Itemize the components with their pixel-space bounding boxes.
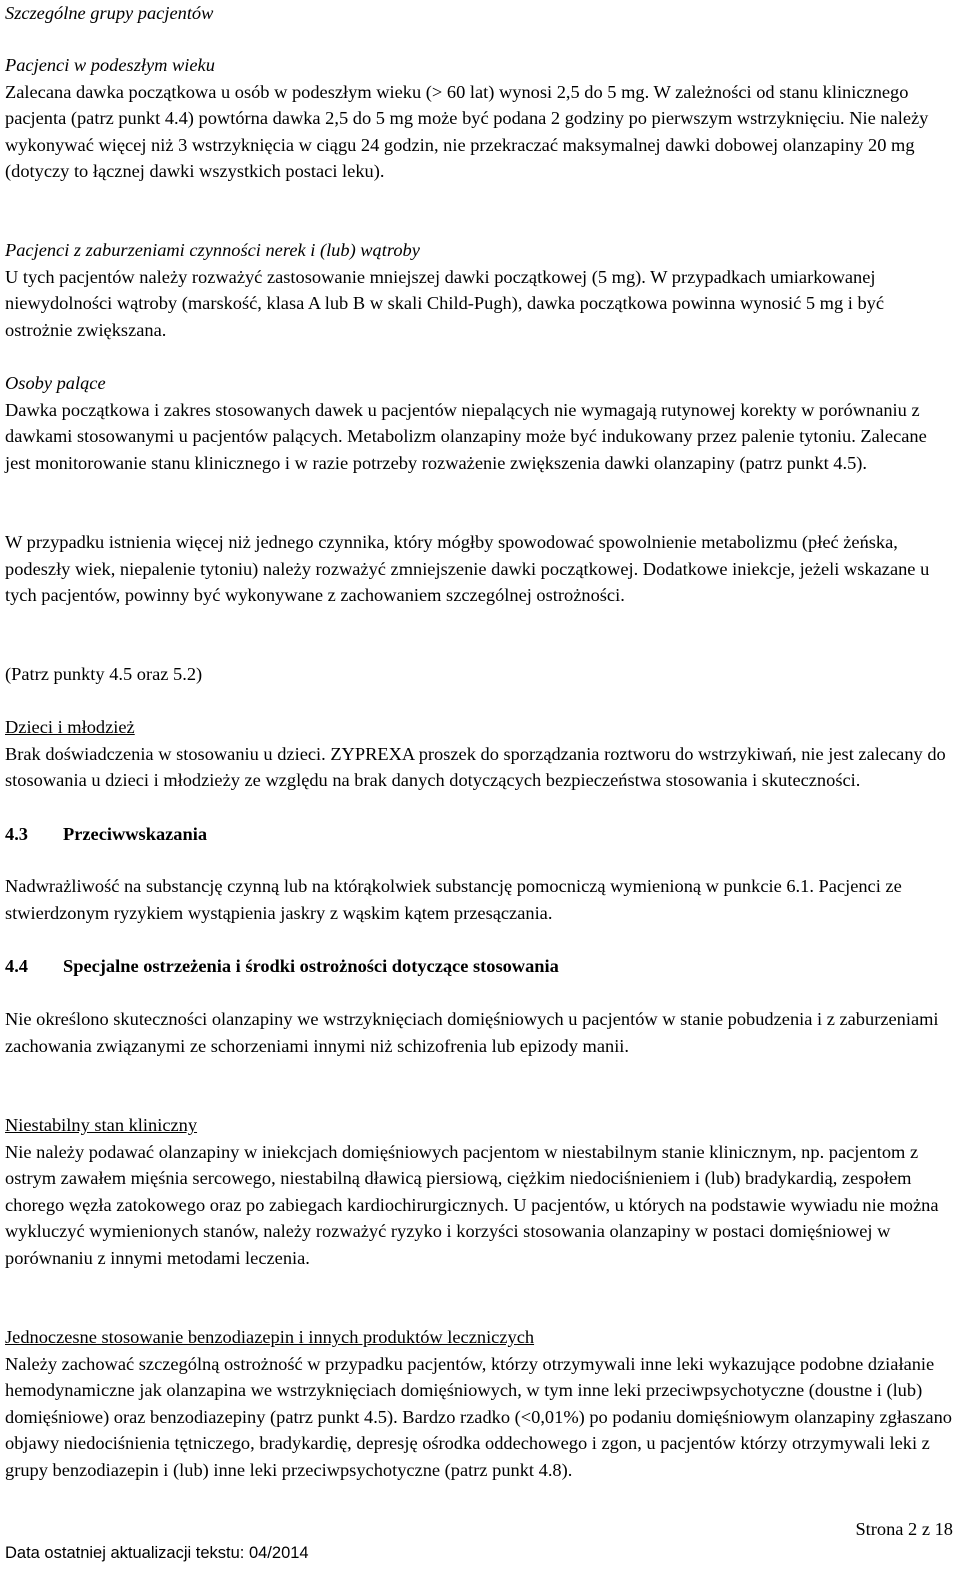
contraindications-number: 4.3	[5, 824, 28, 844]
renal-hepatic-body: U tych pacjentów należy rozważyć zastosowanie mniejszej dawki początkowej (5 mg). W przypadkach umiarkowanej niewydolności wątroby (marskość, klasa A lub B w skali Child-Pugh), dawka początkowa powinna wynosić 5 mg i być ostrożnie zwiększana.	[5, 266, 885, 340]
warnings-body: Nie określono skuteczności olanzapiny we wstrzyknięciach domięśniowych u pacjentów w stanie pobudzenia i z zaburzeniami zachowania związanymi ze schorzeniami innymi niż schizofrenia lub epizody manii.	[5, 1009, 939, 1056]
page-number: Strona 2 z 18	[855, 1519, 953, 1539]
renal-hepatic-heading: Pacjenci z zaburzeniami czynności nerek i (lub) wątroby	[5, 240, 420, 260]
see-points-paragraph: (Patrz punkty 4.5 oraz 5.2)	[5, 664, 203, 684]
warnings-heading	[5, 953, 952, 980]
unstable-section	[5, 1112, 952, 1272]
warnings-title: Specjalne ostrzeżenia i środki ostrożności dotyczące stosowania	[63, 956, 559, 976]
renal-hepatic-section	[5, 237, 952, 343]
smokers-body: Dawka początkowa i zakres stosowanych dawek u pacjentów niepalących nie wymagają rutynowej korekty w porównaniu z dawkami stosowanymi u pacjentów palących. Metabolizm olanzapiny może być indukowany przez palenie tytoniu. Zalecane jest monitorowanie stanu klinicznego i w razie potrzeby rozważenie zwiększenia dawki olanzapiny (patrz punkt 4.5).	[5, 399, 927, 473]
benzodiazepines-body: Należy zachować szczególną ostrożność w przypadku pacjentów, którzy otrzymywali inne leki wykazujące podobne działanie hemodynamiczne jak olanzapina we wstrzyknięciach domięśniowych, w tym inne leki przeciwpsychotyczne (doustne i (lub) domięśniowe) oraz benzodiazepiny (patrz punkt 4.5). Bardzo rzadko (<0,01%) po podaniu domięśniowym olanzapiny zgłaszano objawy niedociśnienia tętniczego, bradykardię, depresję ośrodka oddechowego i zgon, u pacjentów którzy otrzymywali leki z grupy benzodiazepin i (lub) inne leki przeciwpsychotyczne (patrz punkt 4.8).	[5, 1353, 952, 1480]
unstable-body: Nie należy podawać olanzapiny w iniekcjach domięśniowych pacjentom w niestabilnym stanie klinicznym, np. pacjentom z ostrym zawałem mięśnia sercowego, niestabilną dławicą piersiową, ciężkim niedociśnieniem i (lub) bradykardią, zespołem chorego węzła zatokowego oraz po zabiegach kardiochirurgicznych. U pacjentów, u których na podstawie wywiadu nie można wykluczyć wymienionych stanów, należy rozważyć ryzyko i korzyści stosowania olanzapiny w postaci domięśniowej w porównaniu z innymi metodami leczenia.	[5, 1141, 939, 1268]
multiple-factors-paragraph: W przypadku istnienia więcej niż jednego czynnika, który mógłby spowodować spowolnienie metabolizmu (płeć żeńska, podeszły wiek, niepalenie tytoniu) należy rozważyć zmniejszenie dawki początkowej. Dodatkowe iniekcje, jeżeli wskazane u tych pacjentów, powinny być wykonywane z zachowaniem szczególnej ostrożności.	[5, 532, 930, 606]
contraindications-heading	[5, 821, 952, 848]
elderly-body: Zalecana dawka początkowa u osób w podeszłym wieku (> 60 lat) wynosi 2,5 do 5 mg. W zależności od stanu klinicznego pacjenta (patrz punkt 4.4) powtórna dawka 2,5 do 5 mg może być podana 2 godziny po pierwszym wstrzyknięciu. Nie należy wykonywać więcej niż 3 wstrzyknięcia w ciągu 24 godzin, nie przekraczać maksymalnej dawki dobowej olanzapiny 20 mg (dotyczy to łącznej dawki wszystkich postaci leku).	[5, 81, 929, 182]
unstable-heading: Niestabilny stan kliniczny	[5, 1115, 198, 1135]
benzodiazepines-section	[5, 1324, 952, 1484]
smokers-heading: Osoby palące	[5, 373, 106, 393]
children-heading: Dzieci i młodzież	[5, 717, 135, 737]
contraindications-title: Przeciwwskazania	[63, 824, 208, 844]
warnings-number: 4.4	[5, 956, 28, 976]
contraindications-body: Nadwrażliwość na substancję czynną lub na którąkolwiek substancję pomocniczą wymienioną w punkcie 6.1. Pacjenci ze stwierdzonym ryzykiem wystąpienia jaskry z wąskim kątem przesączania.	[5, 876, 902, 923]
elderly-section	[5, 52, 952, 185]
last-updated-footer: Data ostatniej aktualizacji tekstu: 04/2014	[5, 1544, 309, 1562]
smokers-section	[5, 370, 952, 476]
elderly-heading: Pacjenci w podeszłym wieku	[5, 55, 215, 75]
special-groups-heading: Szczególne grupy pacjentów	[5, 3, 214, 23]
benzodiazepines-heading: Jednoczesne stosowanie benzodiazepin i innych produktów leczniczych	[5, 1327, 535, 1347]
children-section	[5, 714, 952, 794]
children-body: Brak doświadczenia w stosowaniu u dzieci. ZYPREXA proszek do sporządzania roztworu do wstrzykiwań, nie jest zalecany do stosowania u dzieci i młodzieży ze względu na brak danych dotyczących bezpieczeństwa stosowania i skuteczności.	[5, 743, 946, 791]
